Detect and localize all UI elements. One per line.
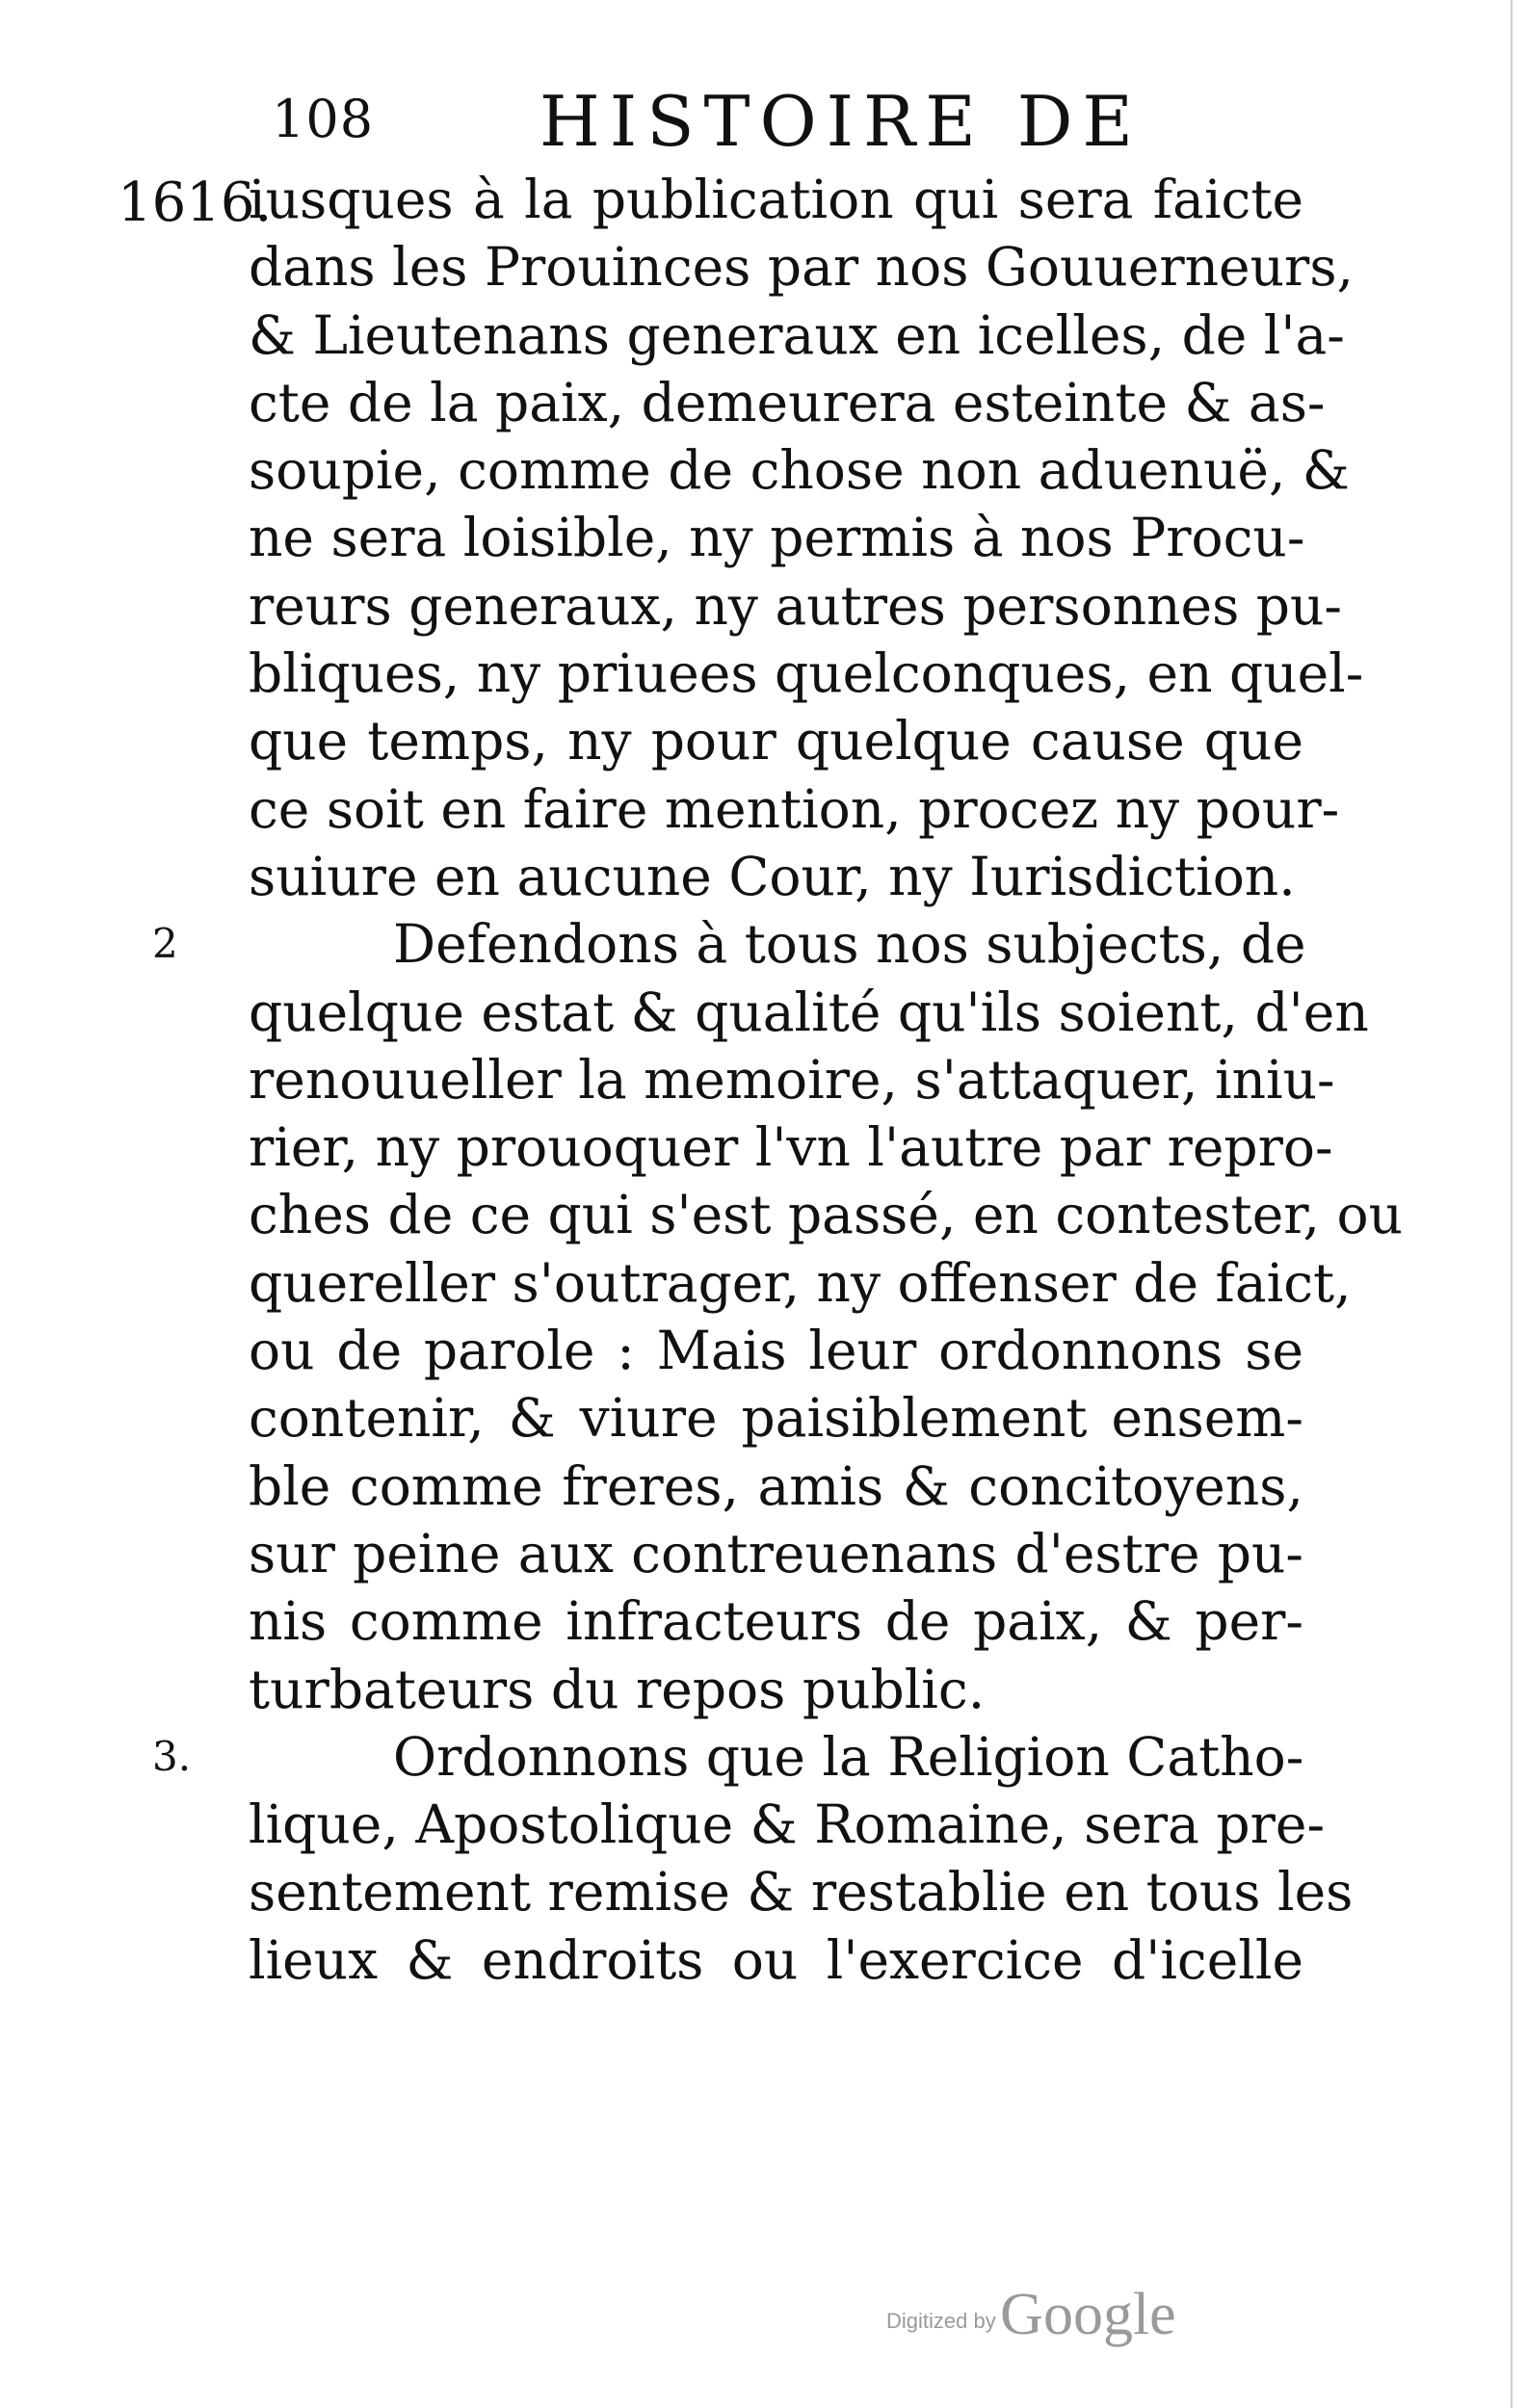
text-line: ches de ce qui s'est passé, en contester, ou: [249, 1184, 1403, 1246]
text-line: ble comme freres, amis & concitoyens,: [249, 1454, 1303, 1517]
text-line: ne sera loisible, ny permis à nos Procu-: [249, 507, 1305, 569]
text-line: nis comme infracteurs de paix, & per-: [249, 1590, 1303, 1653]
page-edge-line: [1511, 0, 1513, 2408]
text-line: quereller s'outrager, ny offenser de faict,: [249, 1251, 1352, 1314]
text-line: dans les Prouinces par nos Gouuerneurs,: [249, 236, 1355, 299]
digitization-watermark: [886, 2281, 1176, 2349]
text-line: Ordonnons que la Religion Catho-: [393, 1725, 1304, 1788]
text-line: contenir, & viure paisiblement ensem-: [249, 1387, 1303, 1450]
text-line: que temps, ny pour quelque cause que: [249, 710, 1303, 772]
text-line: Defendons à tous nos subjects, de: [393, 913, 1306, 976]
margin-year: 1616.: [118, 171, 273, 234]
article-2-first-line: [152, 910, 1306, 978]
watermark-brand: Google: [1000, 2282, 1176, 2347]
text-line: suiure en aucune Cour, ny Iurisdiction.: [249, 845, 1296, 907]
text-line: rier, ny prouoquer l'vn l'autre par repro-: [249, 1116, 1333, 1179]
text-line: ce soit en faire mention, procez ny pour-: [249, 777, 1340, 840]
text-line: lique, Apostolique & Romaine, sera pre-: [249, 1793, 1326, 1856]
text-line: lieux & endroits ou l'exercice d'icelle: [249, 1928, 1303, 1991]
text-line: turbateurs du repos public.: [249, 1658, 986, 1720]
text-line: iusques à la publication qui sera faicte: [249, 169, 1303, 230]
page-number: 108: [272, 89, 375, 149]
text-line: ou de parole : Mais leur ordonnons se: [249, 1320, 1303, 1382]
text-line: soupie, comme de chose non aduenuë, &: [249, 439, 1350, 502]
text-line: renouueller la memoire, s'attaquer, iniu-: [249, 1048, 1335, 1111]
page-header: [0, 81, 1526, 166]
watermark-prefix: Digitized by: [886, 2309, 996, 2333]
text-line: reurs generaux, ny autres personnes pu-: [249, 574, 1343, 637]
text-line: quelque estat & qualité qu'ils soient, d'en: [249, 981, 1369, 1043]
article-3-first-line: [152, 1723, 1304, 1791]
text-line: & Lieutenans generaux en icelles, de l'a-: [249, 303, 1345, 366]
text-line: bliques, ny priuees quelconques, en quel-: [249, 642, 1364, 705]
text-line: sentement remise & restablie en tous les: [249, 1861, 1354, 1924]
text-line: sur peine aux contreuenans d'estre pu-: [249, 1522, 1303, 1584]
article-number-2: 2: [152, 920, 178, 968]
article-number-3: 3.: [152, 1732, 192, 1780]
running-head: HISTOIRE DE: [539, 81, 1143, 162]
text-line: cte de la paix, demeurera esteinte & as-: [249, 371, 1326, 433]
